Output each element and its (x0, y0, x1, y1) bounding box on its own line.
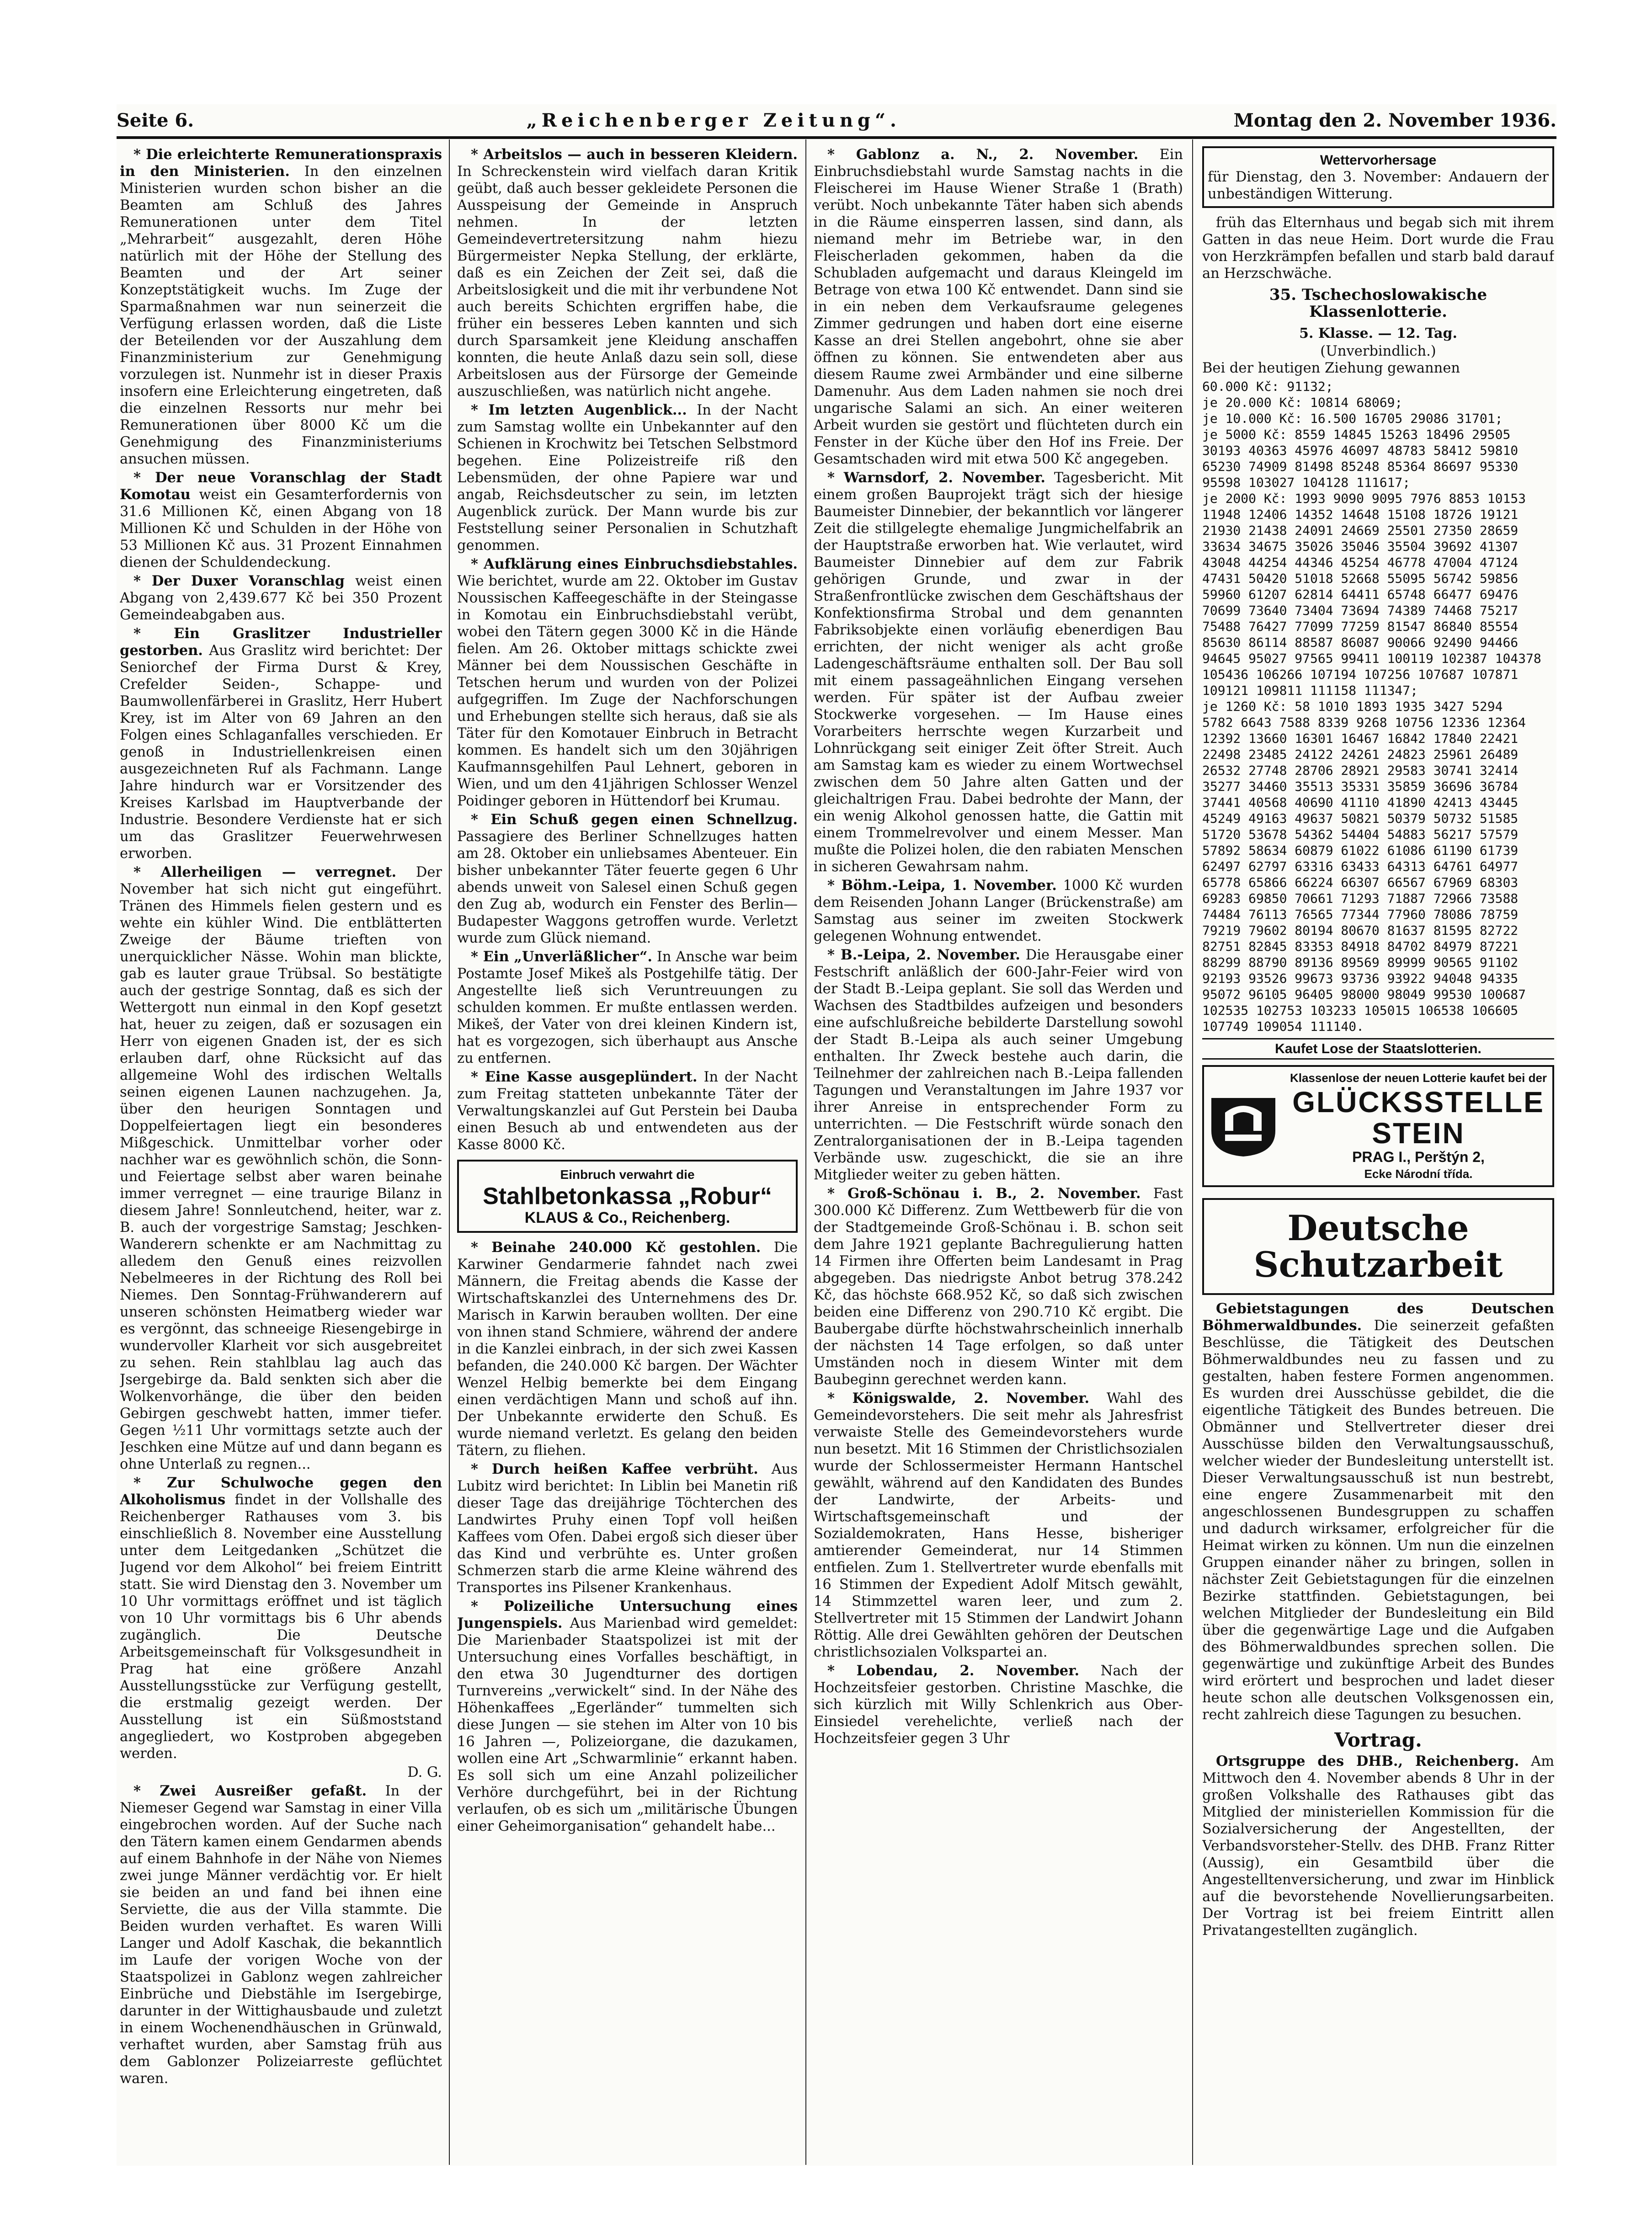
lottery-line: 105436 106266 107194 107256 107687 107871 (1202, 667, 1519, 682)
article-headline: * Der Duxer Voranschlag (133, 573, 345, 589)
lottery-line: 65778 65866 66224 66307 66567 67969 68303 (1202, 875, 1519, 890)
masthead-title: „Reichenberger Zeitung“. (526, 109, 901, 131)
lottery-note: (Unverbindlich.) (1320, 343, 1436, 359)
news-article (120, 1764, 442, 1781)
lottery-line: 65230 74909 81498 85248 85364 86697 95330 (1202, 459, 1519, 474)
stein-ad-tagline: Klassenlose der neuen Lotterie kaufet bei der (1290, 1071, 1547, 1085)
lottery-number-list (1202, 378, 1554, 1034)
article-headline: * Der neue Voranschlag der Stadt Komotau (120, 469, 442, 503)
article-headline: * Zur Schulwoche gegen den Alkoholismus (120, 1475, 442, 1508)
robur-ad-line: KLAUS & Co., Reichenberg. (524, 1209, 730, 1226)
lottery-line: 59960 61207 62814 64411 65748 66477 69476 (1202, 587, 1519, 602)
article-body: In den einzelnen Ministerien wurden schon bisher an die Beamten am Schluß des Jahres Remunerationen unter dem Titel „Mehrarbeit“ ausgezahlt, deren Höhe natürlich mit der Höhe der Stellung des Beamten und der Art seiner Konzeptstätigkeit wuchs. Im Zuge der Sparmaßnahmen war nun seinerzeit die Verfügung erlassen worden, daß die Liste der Beteilenden vor der Auszahlung dem Finanzministerium zur Genehmigung vorzulegen ist. Nunmehr ist in dieser Praxis insofern eine Erleichterung eingetreten, daß die einzelnen Ressorts nur mehr bei Remunerationen über 8000 Kč um die Genehmigung des Finanzministeriums ansuchen müssen. (120, 164, 442, 467)
vortrag-title: Vortrag. (1334, 1729, 1422, 1751)
lottery-line: 11948 12406 14352 14648 15108 18726 19121 (1202, 507, 1519, 522)
article-headline: * Ein „Unverläßlicher“. (471, 948, 653, 965)
article-headline: * Arbeitslos — auch in besseren Kleidern. (471, 146, 798, 163)
news-article (814, 1663, 1183, 1747)
lottery-line: 26532 27748 28706 28921 29583 30741 32414 (1202, 763, 1519, 778)
article-body: Wahl des Gemeindevorstehers. Die seit mehr als Jahresfrist verwaiste Stelle des Gemeindevorstehers wurde nun besetzt. Mit 16 Stimmen der Christlichsozialen wurde der Schlossermeister Hermann Hantschel gewählt, während auf den Kandidaten des Bundes der Landwirte, der Arbeits- und Wirtschaftsgemeinschaft und der Sozialdemokraten, Hans Hesse, bisheriger amtierender Gemeinderat, nur 14 Stimmen entfielen. Zum 1. Stellvertreter wurde ebenfalls mit 16 Stimmen der Expedient Adolf Mitsch gewählt, 14 Stimmzettel waren leer, und zum 2. Stellvertreter mit 15 Stimmen der Landwirt Johann Röttig. Alle drei Gewählten gehören der Deutschen christlichsozialen Volkspartei an. (814, 1391, 1183, 1660)
lottery-line: 43048 44254 44346 45254 46778 47004 47124 (1202, 555, 1519, 570)
article-body: findet in der Vollshalle des Reichenberger Rathauses vom 3. bis einschließlich 8. November eine Ausstellung unter dem Leitgedanken „Schützet die Jugend vor dem Alkohol“ bei freiem Eintritt statt. Sie wird Dienstag den 3. November um 10 Uhr vormittags eröffnet und ist täglich von 10 Uhr vormittags bis 6 Uhr abends zugänglich. Die Deutsche Arbeitsgemeinschaft für Volksgesundheit in Prag hat eine größere Anzahl Ausstellungsstücke zur Verfügung gestellt, die erstmalig gezeigt werden. Der Ausstellung ist ein Süßmoststand angegliedert, wo Kostproben abgegeben werden. (120, 1492, 442, 1762)
article-headline: * Eine Kasse ausgeplündert. (471, 1069, 698, 1085)
news-article (120, 1783, 442, 2087)
article-body: In Schreckenstein wird vielfach daran Kritik geübt, daß auch besser gekleidete Personen die Ausspeisung der Gemeinde in Anspruch nehmen. In der letzten Gemeindevertretersitzung nahm hiezu Bürgermeister Nepka Stellung, der erklärte, daß es ein Zeichen der Zeit sei, daß die Arbeitslosigkeit und die mit ihr verbundene Not auch bereits Schichten ergriffen habe, die früher ein besseres Leben kannten und sich durch Sparsamkeit jene Kleidung anschaffen konnten, die heute Anlaß dazu sein soll, diese Arbeitslosen aus der Fürsorge der Gemeinde auszuschließen, was natürlich nicht angehe. (457, 164, 798, 400)
vortrag-body: Am Mittwoch den 4. November abends 8 Uhr in der großen Volkshalle des Rathauses gibt das Mitglied der ministeriellen Kommission für die Sozialversicherung der Angestellten, der Verbandsvorsteher-Stellv. des DHB. Franz Ritter (Aussig), ein Gesamtbild über die Angestelltenversicherung, und zwar im Hinblick auf die bevorstehende Novellierungsarbeiten. Der Vortrag ist bei freiem Eintritt allen Privatangestellten zugänglich. (1202, 1753, 1554, 1939)
news-article (120, 146, 442, 468)
vortrag-article (1202, 1753, 1554, 1939)
lottery-line: je 5000 Kč: 8559 14845 15263 18496 29505 (1202, 427, 1511, 442)
news-article (120, 573, 442, 623)
news-article (120, 1475, 442, 1762)
lottery-line: 95072 96105 96405 98000 98049 99530 100687 (1202, 987, 1526, 1002)
article-headline: * Lobendau, 2. November. (827, 1663, 1080, 1679)
lottery-line: 35277 34460 35513 35331 35859 36696 36784 (1202, 779, 1519, 794)
column-1 (120, 146, 442, 2165)
news-article (457, 402, 798, 554)
news-article (457, 1598, 798, 1835)
article-body: 1000 Kč wurden dem Reisenden Johann Langer (Brückenstraße) am Samstag aus seiner im zweiten Stockwerk gelegenen Wohnung entwendet. (814, 878, 1183, 944)
article-body: Der November hat sich nicht gut eingeführt. Tränen des Himmels fielen gestern und es wehte ein kühler Wind. Die entblätterten Zweige der Bäume trieften von unerquicklicher Nässe. Wohin man blickte, gab es lauter graue Trübsal. So bestätigte auch der gestrige Sonntag, daß es sich der Wettergott nun einmal in den Kopf gesetzt hat, heuer zu zeigen, daß er sozusagen ein Herr von eigenen Gnaden ist, der es sich erlauben darf, ohne Rücksicht auf das allgemeine Wohl des irdischen Weltalls seinen eigenen Launen nachzugehen. Ja, über den heurigen Sonntagen und Doppelfeiertagen liegt ein besonderes Mißgeschick. Unmittelbar vorher oder nachher war es gewöhnlich schön, die Sonn- und Feiertage selbst aber waren beinahe immer verregnet — eine traurige Bilanz in diesem Jahre! Sonnleutchend, heiter, war z. B. auch der vorgestrige Samstag; Jeschken-Wanderern schenkte er am Nachmittag zu alledem den Genuß eines reizvollen Nebelmeeres in der Richtung des Roll bei Niemes. Den Sonntag-Frühwanderern auf unseren schönsten Heimatberg wieder war es vergönnt, das schneeige Riesengebirge in wundervoller Klarheit vor sich ausgebreitet zu sehen. Rein stahlblau lag auch das Jsergebirge da. Bald senkten sich aber die Wolkenvorhänge, die über den beiden Gebirgen geschwebt hatten, immer tiefer. Gegen ½11 Uhr vormittags setzte auch der Jeschken eine Mütze auf und dann begann es ohne Unterlaß zu regnen... (120, 864, 442, 1472)
lottery-line: 33634 34675 35026 35046 35504 39692 41307 (1202, 539, 1519, 554)
article-body: In Ansche war beim Postamte Josef Mikeš als Postgehilfe tätig. Der Angestellte ließ sich Veruntreuungen zu schulden kommen. Er mußte entlassen werden. Mikeš, der Vater von drei kleinen Kindern ist, hat es vorgezogen, sich überhaupt aus Ansche zu entfernen. (457, 949, 798, 1066)
vortrag-headline: Ortsgruppe des DHB., Reichenberg. (1216, 1753, 1519, 1769)
article-body: Aus Lubitz wird berichtet: In Liblin bei Manetin riß dieser Tage das dreijährige Töchterchen des Landwirtes Pruhy einen Topf voll heißen Kaffees vom Ofen. Dabei ergoß sich dieser über das Kind und verbrühte es. Unter großen Schmerzen starb die arme Kleine während des Transportes ins Pilsener Krankenhaus. (457, 1461, 798, 1596)
column-divider (449, 139, 450, 2165)
schutzarbeit-articles (1202, 1300, 1554, 1723)
article-headline: * Zwei Ausreißer gefaßt. (133, 1783, 367, 1799)
lottery-title: 35. Tschechoslowakische Klassenlotterie. (1269, 286, 1487, 321)
article-headline: * Königswalde, 2. November. (827, 1390, 1090, 1407)
lottery-line: 5782 6643 7588 8339 9268 10756 12336 12364 (1202, 715, 1526, 730)
article-body: In der Nacht zum Samstag wollte ein Unbekannter auf den Schienen in Krochwitz bei Tetschen Selbstmord begehen. Eine Polizeistreife riß den Lebensmüden, der ohne Papiere war und angab, Reichsdeutscher zu sein, im letzten Augenblick zurück. Der Mann wurde bis zur Feststellung seiner Personalien in Schutzhaft genommen. (457, 402, 798, 554)
article-continuation: früh das Elternhaus und begab sich mit ihrem Gatten in das neue Heim. Dort wurde die Frau von Herzkrämpfen befallen und starb bald darauf an Herzschwäche. (1202, 215, 1554, 282)
weather-forecast-box (1202, 146, 1554, 208)
article-body: Ein Einbruchsdiebstahl wurde Samstag nachts in die Fleischerei im Hause Wiener Straße 1 (Brath) verübt. Noch unbekannte Täter haben sich abends in die Räume einsperren lassen, sind dann, als niemand mehr im Betriebe war, in den Fleischerladen gekommen, haben da die Schubladen aufgemacht und daraus Kleingeld im Betrage von etwa 100 Kč entwendet. Dann sind sie in ein neben dem Verkaufsraume gelegenes Zimmer gedrungen und haben dort eine eiserne Kasse an drei Stellen angebohrt, ohne sie aber öffnen zu können. Sie entwendeten aber aus diesem Raume zwei Armbänder und eine silberne Damenuhr. Aus dem Laden nahmen sie noch drei ungarische Salami an sich. An einer weiteren Arbeit wurden sie gestört und flüchteten durch ein Fenster in der Küche über den Hof ins Freie. Der Gesamtschaden wird mit etwa 500 Kč angegeben. (814, 147, 1183, 467)
header-rule (117, 136, 1556, 139)
lottery-line: 107749 109054 111140. (1202, 1019, 1364, 1034)
lottery-line: je 1260 Kč: 58 1010 1893 1935 3427 5294 (1202, 699, 1503, 714)
lottery-intro: Bei der heutigen Ziehung gewannen (1202, 360, 1460, 376)
lottery-line: je 10.000 Kč: 16.500 16705 29086 31701; (1202, 411, 1503, 426)
article-body: Tagesbericht. Mit einem großen Bauprojekt trägt sich der hiesige Baumeister Dinnebier, der bekanntlich vor längerer Zeit die stillgelegte ehemalige Jungmichelfabrik an der Hauptstraße erworben hat. Wie verlautet, wird Baumeister Dinnebier auf dem zur Fabrik gehörigen Grunde, und zwar in der Straßenfrontlücke zwischen dem Geschäftshaus der Konfektionsfirma Strobal und dem genannten Fabriksobjekte einen vorläufig ebenerdigen Bau errichten, der nicht weniger als acht große Ladengeschäftsräume enthalten soll. Der Bau soll mit einem passageähnlichen Eingang versehen werden. Für später ist der Aufbau zweier Stockwerke vorgesehen. — Im Hause eines Vorarbeiters herrschte wegen Kurzarbeit und Lohnrückgang seit einiger Zeit öfter Streit. Auch am Samstag kam es wieder zu einem Wortwechsel zwischen dem 50 Jahre alten Gatten und der gleichaltrigen Frau. Dabei bedrohte der Mann, der ein wenig Alkohol genossen hatte, die Gattin mit einem Trommelrevolver und einem Messer. Man mußte die Polizei holen, die den rabiaten Menschen in sicheren Gewahrsam nahm. (814, 470, 1183, 875)
article-body: In der Niemeser Gegend war Samstag in einer Villa eingebrochen worden. Auf der Suche nach den Tätern kamen einem Gendarmen abends auf einem Bahnhofe in der Nähe von Niemes zwei junge Männer verdächtig vor. Er hielt sie beiden an und fand bei ihnen eine Serviette, die aus der Villa stammte. Die Beiden wurden verhaftet. Es waren Willi Langer und Adolf Kaschak, die bekanntlich im Laufe der vorigen Woche von der Staatspolizei in Gablonz wegen zahlreicher Einbrüche und Diebstähle im Isergebirge, darunter in der Wittighausbaude und zuletzt in einem Wochenendhäuschen in Grünwald, verhaftet wurden, aber Samstag früh aus dem Gablonzer Polizeiarreste geflüchtet waren. (120, 1783, 442, 2087)
article-headline: * Ein Graslitzer Industrieller gestorben. (120, 625, 442, 659)
news-article (457, 1239, 798, 1459)
lottery-line: 57892 58634 60879 61022 61086 61190 61739 (1202, 843, 1519, 858)
article-body: D. G. (407, 1764, 442, 1780)
lottery-line: 62497 62797 63316 63433 64313 64761 64977 (1202, 859, 1519, 874)
lottery-line: 82751 82845 83353 84918 84702 84979 87221 (1202, 939, 1519, 954)
lottery-line: 51720 53678 54362 54404 54883 56217 57579 (1202, 827, 1519, 842)
column-divider (805, 139, 806, 2165)
article-body: weist ein Gesamterfordernis von 31.6 Millionen Kč, einen Abgang von 18 Millionen Kč und Schulden in der Höhe von 53 Millionen Kč aus. 31 Prozent Einnahmen dienen der Schuldendeckung. (120, 487, 442, 570)
column-2 (457, 146, 798, 2165)
article-headline: * Aufklärung eines Einbruchsdiebstahles. (471, 556, 798, 572)
lottery-line: 95598 103027 104128 111617; (1202, 475, 1411, 490)
article-headline: * Allerheiligen — verregnet. (133, 864, 397, 880)
article-body: Wie berichtet, wurde am 22. Oktober im Gustav Noussischen Kaffeegeschäfte in der Steingasse in Komotau ein Einbruchsdiebstahl verübt, wobei den Tätern gegen 3000 Kč in die Hände fielen. Am 26. Oktober mittags schickte zwei Männer bei dem Noussischen Geschäfte in Tetschen herum und wurden von der Polizei aufgegriffen. Im Zuge der Nachforschungen und Erhebungen stellte sich heraus, daß sie als Täter für den Komotauer Einbruch in Betracht kommen. Es handelt sich um den 30jährigen Kaufmannsgehilfen Paul Lehnert, geboren in Wien, und um den 41jährigen Schlosser Wenzel Poidinger geboren in Hüttendorf bei Krumau. (457, 573, 798, 809)
robur-ad-line: Stahlbetonkassa „Robur“ (483, 1183, 772, 1210)
article-headline: Gebietstagungen des Deutschen Böhmerwaldbundes. (1202, 1300, 1554, 1334)
stein-ad-name1: GLÜCKSSTELLE (1292, 1086, 1545, 1119)
lottery-line: je 20.000 Kč: 10814 68069; (1202, 395, 1403, 410)
article-body: weist einen Abgang von 2,439.677 Kč bei 350 Prozent Gemeindeabgaben aus. (120, 573, 442, 623)
article-body: Die seinerzeit gefaßten Beschlüsse, die Tätigkeit des Deutschen Böhmerwaldbundes neu zu fassen und zu gestalten, haben festere Formen angenommen. Es wurden drei Ausschüsse gebildet, die die eigentliche Tätigkeit des Bundes betreuen. Die Obmänner und Stellvertreter dieser drei Ausschüsse bilden den Verwaltungsausschuß, welcher wieder der Bundesleitung unterstellt ist. Dieser Verwaltungsausschuß ist nun bestrebt, eine engere Zusammenarbeit mit den angeschlossenen Bundesgruppen zu schaffen und dadurch wirksamer, erfolgreicher für die Heimat wirken zu können. Um nun die einzelnen Gruppen einander näher zu bringen, sollen in nächster Zeit Gebietstagungen für die einzelnen Bezirke stattfinden. Gebietstagungen, bei welchen Mitglieder der Bundesleitung ein Bild über die gegenwärtige Lage und die Aufgaben des Böhmerwaldbundes sprechen sollen. Die gegenwärtige und zukünftige Arbeit des Bundes wird erörtert und besprochen und ladet dieser heute schon alle deutschen Volksgenossen ein, recht zahlreich diese Tagungen zu besuchen. (1202, 1318, 1554, 1723)
lottery-line: 74484 76113 76565 77344 77960 78086 78759 (1202, 907, 1519, 922)
article-headline: * Durch heißen Kaffee verbrüht. (471, 1461, 758, 1477)
lottery-line: 47431 50420 51018 52668 55095 56742 59856 (1202, 571, 1519, 586)
page-header (117, 104, 1556, 136)
article-body: Fast 300.000 Kč Differenz. Zum Wettbewerb für die von der Stadtgemeinde Groß-Schönau i. B. schon seit dem Jahre 1921 geplante Bachregulierung hatten 14 Firmen ihre Offerten beim Landesamt in Prag abgegeben. Das niedrigste Anbot betrug 378.242 Kč, das höchste 668.952 Kč, so daß sich zwischen beiden eine Differenz von 290.710 Kč ergibt. Die Baubergabe dürfte höchstwahrscheinlich innerhalb der nächsten 14 Tage erfolgen, so daß unter Umständen noch in diesem Winter mit dem Baubeginn gerechnet werden kann. (814, 1186, 1183, 1388)
lottery-subtitle: 5. Klasse. — 12. Tag. (1299, 325, 1457, 341)
news-article (457, 146, 798, 400)
stein-ad-text (1287, 1070, 1550, 1183)
stein-ad-name2: STEIN (1372, 1117, 1465, 1150)
article-body: Die Herausgabe einer Festschrift anläßlich der 600-Jahr-Feier wird von der Stadt B.-Leipa geplant. Sie soll das Werden und Wachsen des Stadtbildes aufzeigen und besonders eine aufschlußreiche bebilderte Darstellung sowohl der Stadt B.-Leipa als auch seiner Umgebung enthalten. Ihr Zweck bestehe auch darin, die Teilnehmer der zahlreichen nach B.-Leipa fallenden Tagungen und Veranstaltungen im Jahre 1937 vor ihrer Anreise in entsprechender Form zu unterrichten. — Die Festschrift würde sonach den Zentralorganisationen der in B.-Leipa tagenden Verbände usw. zugeschickt, die sie an ihre Mitglieder weiter zu geben hätten. (814, 947, 1183, 1183)
article-headline: * Warnsdorf, 2. November. (827, 469, 1046, 486)
lottery-line: 75488 76427 77099 77259 81547 86840 85554 (1202, 619, 1519, 634)
lottery-line: 102535 102753 103233 105015 106538 106605 (1202, 1003, 1519, 1018)
news-article (814, 1185, 1183, 1388)
weather-text: für Dienstag, den 3. November: Andauern der unbeständigen Witterung. (1208, 169, 1549, 202)
news-article (457, 1461, 798, 1596)
lottery-line: 79219 79602 80194 80670 81637 81595 82722 (1202, 923, 1519, 938)
lottery-line: 70699 73640 73404 73694 74389 74468 75217 (1202, 603, 1519, 618)
news-article (814, 469, 1183, 875)
lottery-line: 37441 40568 40690 41110 41890 42413 43445 (1202, 795, 1519, 810)
news-article (457, 811, 798, 947)
lottery-line: 12392 13660 16301 16467 16842 17840 22421 (1202, 731, 1519, 746)
article-headline: * Ein Schuß gegen einen Schnellzug. (471, 811, 798, 828)
article-body: Aus Graslitz wird berichtet: Der Seniorchef der Firma Durst & Krey, Crefelder Seiden-, Schappe- und Baumwollenfärberei in Graslitz, Herr Hubert Krey, ist im Alter von 69 Jahren an den Folgen eines Schlaganfalles verschieden. Er genoß in Industriellenkreisen einen ausgezeichneten Ruf als Fachmann. Lange Jahre hindurch war er Vorsitzender des Kreises Karlsbad im Hauptverbande der Industrie. Besondere Verdienste hat er sich um das Graslitzer Feuerwehrwesen erworben. (120, 643, 442, 862)
page-number: Seite 6. (117, 109, 194, 131)
glueckstelle-stein-ad (1202, 1065, 1554, 1187)
news-article (457, 556, 798, 810)
lottery-line: 21930 21438 24091 24669 25501 27350 28659 (1202, 523, 1519, 538)
lottery-line: 22498 23485 24122 24261 24823 25961 26489 (1202, 747, 1519, 762)
robur-safe-ad (457, 1160, 798, 1233)
column-divider (1192, 139, 1193, 2165)
lottery-line: 85630 86114 88587 86087 90066 92490 94466 (1202, 635, 1519, 650)
lottery-line: 88299 88790 89136 89569 89999 90565 91102 (1202, 955, 1519, 970)
lottery-line: 60.000 Kč: 91132; (1202, 379, 1333, 394)
news-article (814, 1390, 1183, 1661)
horseshoe-crest-icon (1207, 1094, 1280, 1158)
article-headline: * Die erleichterte Remunerationspraxis in den Ministerien. (120, 146, 442, 180)
lottery-line: 45249 49163 49637 50821 50379 50732 51585 (1202, 811, 1519, 826)
lottery-results (1202, 287, 1554, 1034)
lottery-line: 94645 95027 97565 99411 100119 102387 104378 (1202, 651, 1541, 666)
stein-ad-corner: Ecke Národní třída. (1364, 1167, 1473, 1181)
article-headline: * B.-Leipa, 2. November. (827, 947, 1020, 963)
news-article (1202, 1300, 1554, 1723)
lottery-banner: Kaufet Lose der Staatslotterien. (1202, 1038, 1554, 1060)
article-headline: * Groß-Schönau i. B., 2. November. (827, 1185, 1141, 1202)
news-article (814, 947, 1183, 1183)
article-body: In der Nacht zum Freitag statteten unbekannte Täter der Verwaltungskanzlei auf Gut Perstein bei Dauba einen Besuch ab und entwendeten aus der Kasse 8000 Kč. (457, 1069, 798, 1153)
column-3 (814, 146, 1183, 2165)
lottery-line: je 2000 Kč: 1993 9090 9095 7976 8853 10153 (1202, 491, 1526, 506)
issue-date: Montag den 2. November 1936. (1233, 109, 1556, 131)
column-4 (1202, 146, 1554, 2165)
article-headline: * Böhm.-Leipa, 1. November. (827, 877, 1057, 894)
news-article (457, 948, 798, 1067)
article-body: Aus Marienbad wird gemeldet: Die Marienbader Staatspolizei ist mit der Untersuchung eines Vorfalles beschäftigt, in den etwa 30 Jugendturner des dortigen Turnvereins „verwickelt“ sind. In der Nähe des Höhenkaffees „Egerländer“ tummelten sich diese Jungen — sie stehen im Alter von 10 bis 16 Jahren —, Polizeiorgane, die dazukamen, wollen eine Art „Schwarmlinie“ erkannt haben. Es soll sich um eine Anzahl polizeilicher Verhöre durchgeführt, bei in der Richtung verlaufen, ob es sich um „militärische Übungen einer Geheimorganisation“ gehandelt habe... (457, 1615, 798, 1834)
article-headline: * Polizeiliche Untersuchung eines Jungenspiels. (457, 1598, 798, 1631)
article-headline: * Gablonz a. N., 2. November. (827, 146, 1139, 163)
article-headline: * Im letzten Augenblick... (471, 402, 687, 418)
article-headline: * Beinahe 240.000 Kč gestohlen. (471, 1239, 761, 1256)
news-article (814, 146, 1183, 468)
news-article (814, 877, 1183, 945)
lottery-line: 92193 93526 99673 93736 93922 94048 94335 (1202, 971, 1519, 986)
robur-ad-line: Einbruch verwahrt die (560, 1167, 695, 1182)
weather-title: Wettervorhersage (1320, 153, 1437, 168)
section-title-schutzarbeit: Deutsche Schutzarbeit (1202, 1198, 1554, 1295)
lottery-line: 69283 69850 70661 71293 71887 72966 73588 (1202, 891, 1519, 906)
article-body: Passagiere des Berliner Schnellzuges hatten am 28. Oktober ein unliebsames Abenteuer. Ein bisher unbekannter Täter feuerte gegen 6 Uhr abends unweit von Salesel einen Schuß gegen den Zug ab, wodurch ein Fenster des Berlin—Budapester Waggons getroffen wurde. Verletzt wurde zum Glück niemand. (457, 829, 798, 946)
article-body: Die Karwiner Gendarmerie fahndet nach zwei Männern, die Freitag abends die Kasse der Wirtschaftskanzlei des Unternehmens des Dr. Marisch in Karwin berauben wollten. Der eine von ihnen stand Schmiere, während der andere in die Kanzlei einbrach, in der sich zwei Kassen befanden, die 240.000 Kč bargen. Der Wächter Wenzel Helbig bemerkte bei dem Eingang einen verdächtigen Mann und schoß auf ihn. Der Unbekannte erwiderte den Schuß. Es wurde niemand verletzt. Es gelang den beiden Tätern, zu fliehen. (457, 1240, 798, 1459)
news-article (120, 864, 442, 1473)
article-body: Nach der Hochzeitsfeier gestorben. Christine Maschke, die sich kürzlich mit Willy Schlenkrich aus Ober-Einsiedel verehelichte, verließ nach der Hochzeitsfeier gegen 3 Uhr (814, 1663, 1183, 1747)
lottery-line: 30193 40363 45976 46097 48783 58412 59810 (1202, 443, 1519, 458)
news-article (120, 469, 442, 571)
lottery-line: 109121 109811 111158 111347; (1202, 683, 1418, 698)
stein-ad-address: PRAG I., Perštýn 2, (1352, 1149, 1485, 1165)
news-article (457, 1069, 798, 1153)
news-article (120, 625, 442, 862)
